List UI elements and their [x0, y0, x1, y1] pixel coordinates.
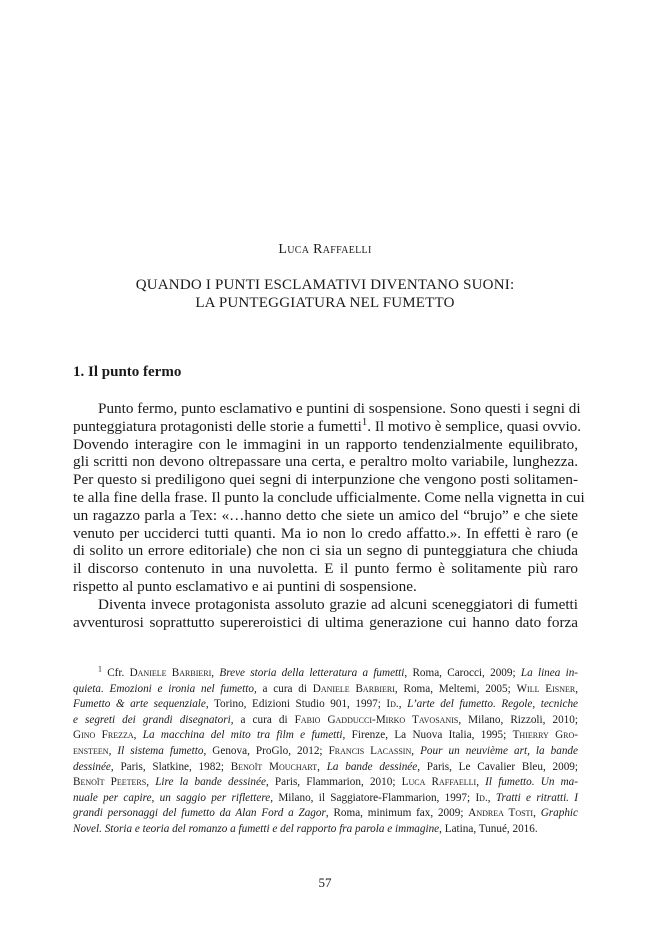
footnote-line: Gino Frezza, La macchina del mito tra film e fumetti, Firenze, La Nuova Italia, 1995; Thierry Gro- — [73, 729, 579, 742]
body-line: venuto per ucciderci tutti quanti. Ma io non lo credo affatto.». In effetti è raro (e — [73, 524, 578, 542]
footnote-line: $^1$ Cfr. Daniele Barbieri, Breve storia della letteratura a fumetti, Roma, Carocci, 2009; La linea in- — [98, 664, 579, 679]
body-line: avventurosi soprattutto supereroistici di ultima generazione cui hanno dato forza — [73, 613, 578, 631]
footnote-line: e segreti dei grandi disegnatori, a cura di Fabio Gadducci-Mirko Tavosanis, Milano, Rizzoli, 2010; — [73, 713, 578, 726]
footnote-line: Fumetto & arte sequenziale, Torino, Edizioni Studio 901, 1997; Id., L’arte del fumetto. Regole, tecniche — [73, 698, 579, 711]
article-title — [0, 276, 650, 312]
body-line: un ragazzo parla a Tex: «…hanno detto che siete un amico del “brujo” e che siete — [73, 506, 578, 524]
body-line: gli scritti non devono oltrepassare una certa, e peraltro molto variabile, lunghezza. — [73, 453, 578, 471]
section-heading: 1. Il punto fermo — [73, 364, 182, 380]
footnote-line: quieta. Emozioni e ironia nel fumetto, a cura di Daniele Barbieri, Roma, Meltemi, 2005; Will Eisner, — [73, 682, 578, 695]
body-line: Punto fermo, punto esclamativo e puntini di sospensione. Sono questi i segni di — [98, 400, 581, 417]
body-line: il discorso contenuto in una nuvoletta. E il punto fermo è solitamente più raro — [73, 560, 578, 578]
footnote-ref[interactable]: 1 — [361, 416, 368, 428]
footnote-line: Benoît Peeters, Lire la bande dessinée, Paris, Flammarion, 2010; Luca Raffaelli, Il fumetto. Un ma- — [73, 776, 578, 789]
footnote-line: dessinée, Paris, Slatkine, 1982; Benoît Mouchart, La bande dessinée, Paris, Le Cavalier Bleu, 2009; — [73, 760, 579, 773]
body-line: Per questo si prediligono quei segni di interpunzione che vengono posti solitamen- — [73, 471, 578, 489]
body-line: rispetto al punto esclamativo e ai puntini di sospensione. — [73, 577, 417, 595]
body-line: Dovendo interagire con le immagini in un rapporto tendenzialmente equilibrato, — [73, 435, 578, 453]
footnote-mark: 1 — [98, 664, 102, 674]
title-line: QUANDO I PUNTI ESCLAMATIVI DIVENTANO SUONI: — [135, 277, 515, 293]
footnote-line: nuale per capire, un saggio per riflettere, Milano, il Saggiatore-Flammarion, 1997; Id., Tratti e ritratti. I — [73, 791, 579, 804]
body-line: Diventa invece protagonista assoluto grazie ad alcuni sceneggiatori di fumetti — [98, 595, 578, 613]
body-line: punteggiatura protagonisti delle storie a fumetti$^1$. Il motivo è semplice, quasi ovvio. — [73, 416, 582, 435]
page-number: 57 — [318, 875, 332, 890]
title-line: LA PUNTEGGIATURA NEL FUMETTO — [195, 295, 455, 311]
body-text — [73, 400, 585, 631]
body-line: di solito un errore editoriale) che non ci sia un segno di punteggiatura che chiuda — [73, 542, 578, 560]
footnote — [73, 666, 578, 838]
footnote-line: grandi personaggi del fumetto da Alan Ford a Zagor, Roma, minimum fax, 2009; Andrea Tosti, Graphic — [73, 807, 578, 820]
footnote-line: Novel. Storia e teoria del romanzo a fumetti e del rapporto fra parola e immagine, Latina, Tunué, 2016. — [73, 822, 538, 835]
body-line: te alla fine della frase. Il punto la conclude ufficialmente. Come nella vignetta in cui — [73, 488, 585, 506]
footnote-line: ensteen, Il sistema fumetto, Genova, ProGlo, 2012; Francis Lacassin, Pour un neuvième art, la bande — [73, 744, 578, 757]
author-name: Luca Raffaelli — [278, 242, 372, 257]
